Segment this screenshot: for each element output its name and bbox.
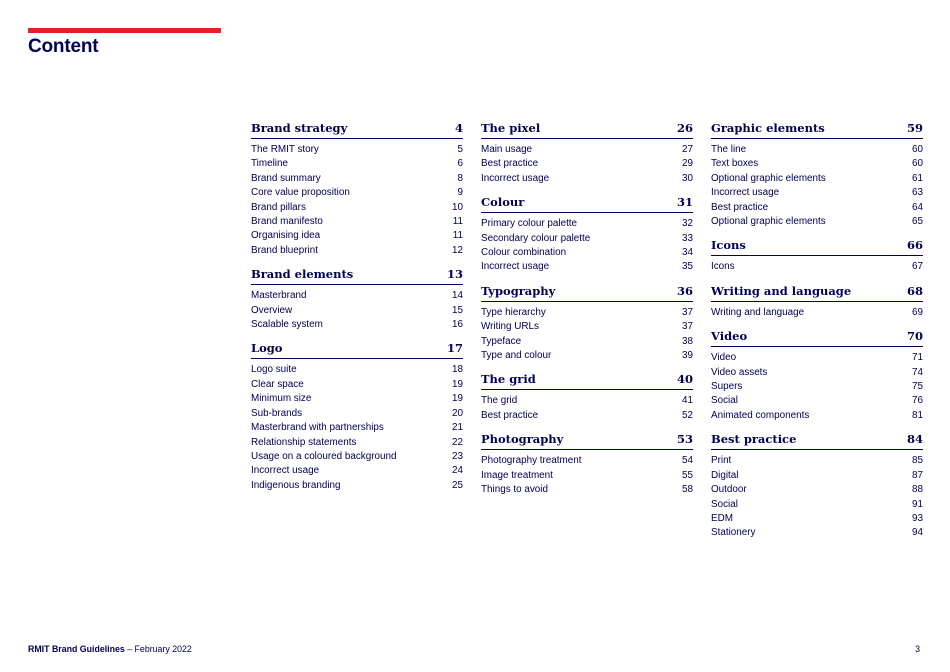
- toc-item-list: [481, 213, 693, 275]
- toc-item-label: Icons: [711, 261, 735, 273]
- toc-item-label: Social: [711, 498, 738, 510]
- toc-section: [711, 433, 923, 540]
- toc-section: [481, 122, 693, 186]
- footer-page-number: 3: [915, 644, 920, 654]
- toc-item-label: Things to avoid: [481, 484, 548, 496]
- toc-section-title: Icons: [711, 238, 746, 253]
- toc-item-label: Sub-brands: [251, 407, 303, 419]
- toc-item-label: Main usage: [481, 144, 533, 155]
- toc-section-page: 31: [676, 195, 693, 210]
- toc-column-2: [481, 122, 693, 508]
- toc-section: [251, 122, 463, 258]
- toc-item-label: EDM: [711, 512, 733, 524]
- toc-item-page: 30: [682, 172, 693, 184]
- toc-item-page: 37: [682, 321, 693, 333]
- toc-item[interactable]: [251, 289, 463, 303]
- toc-item[interactable]: [251, 143, 463, 157]
- toc-item-page: 22: [452, 436, 463, 448]
- toc-item-page: 20: [452, 407, 463, 419]
- toc-item-label: Brand pillars: [251, 201, 306, 213]
- toc-item[interactable]: [481, 483, 693, 497]
- toc-item[interactable]: [251, 378, 463, 392]
- toc-section-title: Best practice: [711, 432, 797, 447]
- toc-item-label: Best practice: [481, 409, 539, 421]
- toc-item-label: Minimum size: [251, 393, 312, 405]
- toc-item-page: 19: [452, 393, 463, 405]
- toc-item-label: Brand manifesto: [251, 216, 323, 228]
- toc-item-label: Type and colour: [481, 350, 552, 362]
- toc-item-label: Image treatment: [481, 469, 553, 481]
- toc-section-title: Writing and language: [711, 283, 852, 298]
- toc-item[interactable]: [251, 450, 463, 464]
- toc-item[interactable]: [251, 318, 463, 332]
- footer-doc-info: [28, 644, 192, 654]
- toc-item-label: Video: [711, 352, 737, 364]
- toc-item-page: 38: [682, 335, 693, 347]
- toc-item-page: 12: [452, 244, 463, 256]
- toc-item-page: 63: [912, 187, 923, 199]
- toc-section-heading[interactable]: [711, 433, 923, 450]
- toc-item-page: 35: [682, 261, 693, 273]
- toc-section-heading[interactable]: [711, 239, 923, 256]
- toc-item-list: [251, 359, 463, 493]
- toc-item-page: 60: [912, 144, 923, 155]
- toc-item-page: 67: [912, 261, 923, 273]
- toc-item-page: 18: [452, 364, 463, 376]
- toc-item-page: 39: [682, 350, 693, 362]
- toc-section-page: 70: [906, 329, 923, 344]
- toc-section-page: 84: [906, 432, 923, 447]
- toc-item[interactable]: [481, 349, 693, 363]
- toc-section: [481, 196, 693, 275]
- toc-item-page: 64: [912, 201, 923, 213]
- toc-item-page: 25: [452, 479, 463, 491]
- toc-item-label: Brand summary: [251, 172, 321, 184]
- toc-section: [711, 122, 923, 229]
- toc-item[interactable]: [711, 380, 923, 394]
- toc-item[interactable]: [251, 436, 463, 450]
- toc-item-label: Supers: [711, 381, 743, 393]
- toc-item-page: 58: [682, 484, 693, 496]
- toc-item[interactable]: [711, 306, 923, 320]
- toc-item[interactable]: [481, 409, 693, 423]
- toc-item-label: Logo suite: [251, 364, 297, 376]
- toc-item-page: 10: [452, 201, 463, 213]
- toc-section-page: 17: [446, 341, 463, 356]
- toc-item[interactable]: [711, 512, 923, 526]
- toc-item-page: 24: [452, 465, 463, 477]
- toc-item-label: Secondary colour palette: [481, 232, 591, 244]
- toc-item-label: Social: [711, 395, 738, 407]
- toc-item-label: Organising idea: [251, 230, 321, 242]
- toc-item-page: 5: [457, 144, 463, 155]
- toc-item-page: 61: [912, 172, 923, 184]
- toc-item-label: Usage on a coloured background: [251, 450, 397, 462]
- toc-item-page: 16: [452, 319, 463, 331]
- toc-section-title: Brand elements: [251, 267, 354, 282]
- toc-section-heading[interactable]: [251, 122, 463, 139]
- toc-item[interactable]: [251, 464, 463, 478]
- toc-item-label: Incorrect usage: [481, 261, 550, 273]
- toc-item-label: Timeline: [251, 158, 288, 170]
- toc-item-page: 23: [452, 450, 463, 462]
- toc-item-label: Best practice: [711, 201, 769, 213]
- toc-item-page: 9: [457, 187, 463, 199]
- toc-section: [251, 342, 463, 493]
- toc-item[interactable]: [711, 498, 923, 512]
- toc-column-1: [251, 122, 463, 503]
- toc-item-label: Incorrect usage: [711, 187, 780, 199]
- toc-item-page: 32: [682, 218, 693, 230]
- toc-item[interactable]: [251, 201, 463, 215]
- toc-section-heading[interactable]: [711, 285, 923, 302]
- toc-item-list: [711, 450, 923, 540]
- toc-item-label: Optional graphic elements: [711, 172, 826, 184]
- toc-item[interactable]: [481, 217, 693, 231]
- toc-item[interactable]: [481, 232, 693, 246]
- toc-section: [711, 239, 923, 274]
- toc-item-label: The grid: [481, 395, 518, 407]
- toc-section-page: 59: [906, 121, 923, 135]
- toc-item-page: 54: [682, 455, 693, 467]
- toc-item[interactable]: [481, 394, 693, 408]
- toc-item[interactable]: [481, 306, 693, 320]
- toc-item-label: Best practice: [481, 158, 539, 170]
- toc-column-3: [711, 122, 923, 551]
- toc-item-label: Primary colour palette: [481, 218, 578, 230]
- toc-item-label: Core value proposition: [251, 187, 350, 199]
- toc-item-page: 75: [912, 381, 923, 393]
- toc-item-list: [481, 450, 693, 497]
- toc-section-page: 53: [676, 432, 693, 447]
- toc-item-label: Overview: [251, 304, 293, 316]
- toc-item-page: 11: [452, 230, 463, 242]
- toc-item-label: Type hierarchy: [481, 306, 546, 318]
- toc-item[interactable]: [481, 172, 693, 186]
- toc-section-page: 36: [676, 283, 693, 298]
- toc-item-page: 27: [682, 144, 693, 155]
- toc-section-page: 66: [906, 238, 923, 253]
- toc-item-page: 14: [452, 290, 463, 302]
- toc-item[interactable]: [481, 157, 693, 171]
- toc-item[interactable]: [481, 335, 693, 349]
- toc-item-list: [711, 256, 923, 274]
- toc-item-page: 34: [682, 247, 693, 259]
- toc-section-title: Typography: [481, 283, 556, 298]
- accent-bar: [28, 28, 221, 33]
- toc-item[interactable]: [251, 215, 463, 229]
- toc-item[interactable]: [251, 363, 463, 377]
- toc-item[interactable]: [251, 479, 463, 493]
- toc-section-title: Graphic elements: [711, 121, 825, 135]
- toc-section-title: Logo: [251, 341, 283, 356]
- toc-item[interactable]: [251, 421, 463, 435]
- toc-item[interactable]: [251, 244, 463, 258]
- toc-item-label: Text boxes: [711, 158, 759, 170]
- toc-section: [481, 373, 693, 423]
- toc-item-label: Writing and language: [711, 306, 805, 318]
- toc-section-page: 68: [906, 283, 923, 298]
- toc-section-heading[interactable]: [251, 268, 463, 285]
- toc-item-page: 33: [682, 232, 693, 244]
- toc-item-label: Typeface: [481, 335, 522, 347]
- toc-item-page: 87: [912, 469, 923, 481]
- toc-item[interactable]: [481, 454, 693, 468]
- toc-section-title: Brand strategy: [251, 121, 348, 135]
- toc-section: [251, 268, 463, 332]
- toc-item[interactable]: [711, 483, 923, 497]
- toc-item-label: The line: [711, 144, 747, 155]
- toc-item[interactable]: [711, 215, 923, 229]
- toc-item-label: Video assets: [711, 366, 768, 378]
- toc-item-page: 6: [457, 158, 463, 170]
- toc-item-list: [711, 302, 923, 320]
- toc-item-label: Colour combination: [481, 247, 567, 259]
- toc-item[interactable]: [711, 143, 923, 157]
- toc-item-page: 81: [912, 409, 923, 421]
- toc-item-page: 15: [452, 304, 463, 316]
- toc-section-heading[interactable]: [481, 373, 693, 390]
- toc-item-page: 60: [912, 158, 923, 170]
- toc-item-page: 21: [452, 422, 463, 434]
- toc-section-title: The pixel: [481, 121, 541, 135]
- footer-doc-date: – February 2022: [124, 644, 192, 654]
- toc-item-page: 55: [682, 469, 693, 481]
- toc-item[interactable]: [711, 526, 923, 540]
- toc-item-page: 88: [912, 484, 923, 496]
- toc-item-label: Writing URLs: [481, 321, 539, 333]
- toc-item-list: [711, 139, 923, 229]
- toc-item[interactable]: [711, 260, 923, 274]
- toc-section-title: Video: [711, 329, 748, 344]
- toc-section-heading[interactable]: [481, 196, 693, 213]
- toc-item-list: [251, 285, 463, 332]
- toc-item-label: Photography treatment: [481, 455, 582, 467]
- toc-section: [481, 433, 693, 497]
- toc-item-list: [251, 139, 463, 258]
- toc-item[interactable]: [711, 186, 923, 200]
- toc-item-label: Masterbrand with partnerships: [251, 422, 384, 434]
- footer-doc-title: RMIT Brand Guidelines: [28, 644, 125, 654]
- toc-item-label: Animated components: [711, 409, 810, 421]
- toc-item-page: 94: [912, 527, 923, 539]
- toc-item-page: 37: [682, 306, 693, 318]
- toc-item[interactable]: [251, 407, 463, 421]
- toc-item-page: 74: [912, 366, 923, 378]
- toc-item-label: Stationery: [711, 527, 756, 539]
- toc-item-label: Print: [711, 455, 732, 467]
- toc-item[interactable]: [481, 260, 693, 274]
- toc-section-title: The grid: [481, 372, 536, 387]
- toc-item[interactable]: [481, 246, 693, 260]
- toc-item-label: Digital: [711, 469, 739, 481]
- toc-item-list: [481, 139, 693, 186]
- toc-item-list: [481, 302, 693, 364]
- toc-item[interactable]: [481, 320, 693, 334]
- toc-item-list: [481, 390, 693, 423]
- toc-item-label: Incorrect usage: [251, 465, 320, 477]
- toc-section-page: 13: [446, 267, 463, 282]
- toc-item[interactable]: [251, 392, 463, 406]
- toc-item[interactable]: [251, 172, 463, 186]
- toc-item-label: Incorrect usage: [481, 172, 550, 184]
- toc-item-page: 19: [452, 378, 463, 390]
- toc-item-page: 76: [912, 395, 923, 407]
- toc-section: [711, 330, 923, 423]
- toc-item-page: 91: [912, 498, 923, 510]
- toc-item-label: Clear space: [251, 378, 304, 390]
- toc-item-page: 65: [912, 216, 923, 228]
- toc-item-label: Brand blueprint: [251, 244, 318, 256]
- toc-item[interactable]: [711, 351, 923, 365]
- toc-item[interactable]: [251, 229, 463, 243]
- toc-item-page: 52: [682, 409, 693, 421]
- toc-item-label: Outdoor: [711, 484, 747, 496]
- toc-item[interactable]: [251, 157, 463, 171]
- toc-item[interactable]: [251, 304, 463, 318]
- toc-item[interactable]: [711, 201, 923, 215]
- toc-item-page: 8: [457, 172, 463, 184]
- toc-section: [711, 285, 923, 320]
- toc-section: [481, 285, 693, 364]
- toc-item[interactable]: [711, 366, 923, 380]
- toc-item-label: Scalable system: [251, 319, 323, 331]
- toc-item-label: Optional graphic elements: [711, 216, 826, 228]
- toc-item-page: 69: [912, 306, 923, 318]
- toc-item-label: Indigenous branding: [251, 479, 341, 491]
- toc-section-page: 4: [454, 121, 463, 135]
- toc-item-label: Relationship statements: [251, 436, 357, 448]
- toc-section-heading[interactable]: [711, 330, 923, 347]
- toc-section-title: Colour: [481, 195, 525, 210]
- toc-section-page: 40: [676, 372, 693, 387]
- toc-item[interactable]: [711, 157, 923, 171]
- toc-item-page: 71: [912, 352, 923, 364]
- toc-item[interactable]: [481, 143, 693, 157]
- toc-section-heading[interactable]: [481, 122, 693, 139]
- toc-item-list: [711, 347, 923, 423]
- toc-item[interactable]: [481, 469, 693, 483]
- toc-item[interactable]: [711, 394, 923, 408]
- toc-section-heading[interactable]: [711, 122, 923, 139]
- toc-item[interactable]: [251, 186, 463, 200]
- toc-item[interactable]: [711, 409, 923, 423]
- toc-item[interactable]: [711, 172, 923, 186]
- toc-section-title: Photography: [481, 432, 564, 447]
- toc-item-page: 41: [682, 395, 693, 407]
- toc-item-label: Masterbrand: [251, 290, 307, 302]
- page-title: Content: [28, 36, 99, 57]
- toc-item-page: 85: [912, 455, 923, 467]
- toc-section-page: 26: [676, 121, 693, 135]
- toc-item[interactable]: [711, 469, 923, 483]
- toc-item[interactable]: [711, 454, 923, 468]
- toc-item-label: The RMIT story: [251, 144, 319, 155]
- toc-item-page: 93: [912, 512, 923, 524]
- toc-section-heading[interactable]: [481, 285, 693, 302]
- toc-section-heading[interactable]: [251, 342, 463, 359]
- toc-item-page: 29: [682, 158, 693, 170]
- toc-section-heading[interactable]: [481, 433, 693, 450]
- toc-item-page: 11: [452, 216, 463, 228]
